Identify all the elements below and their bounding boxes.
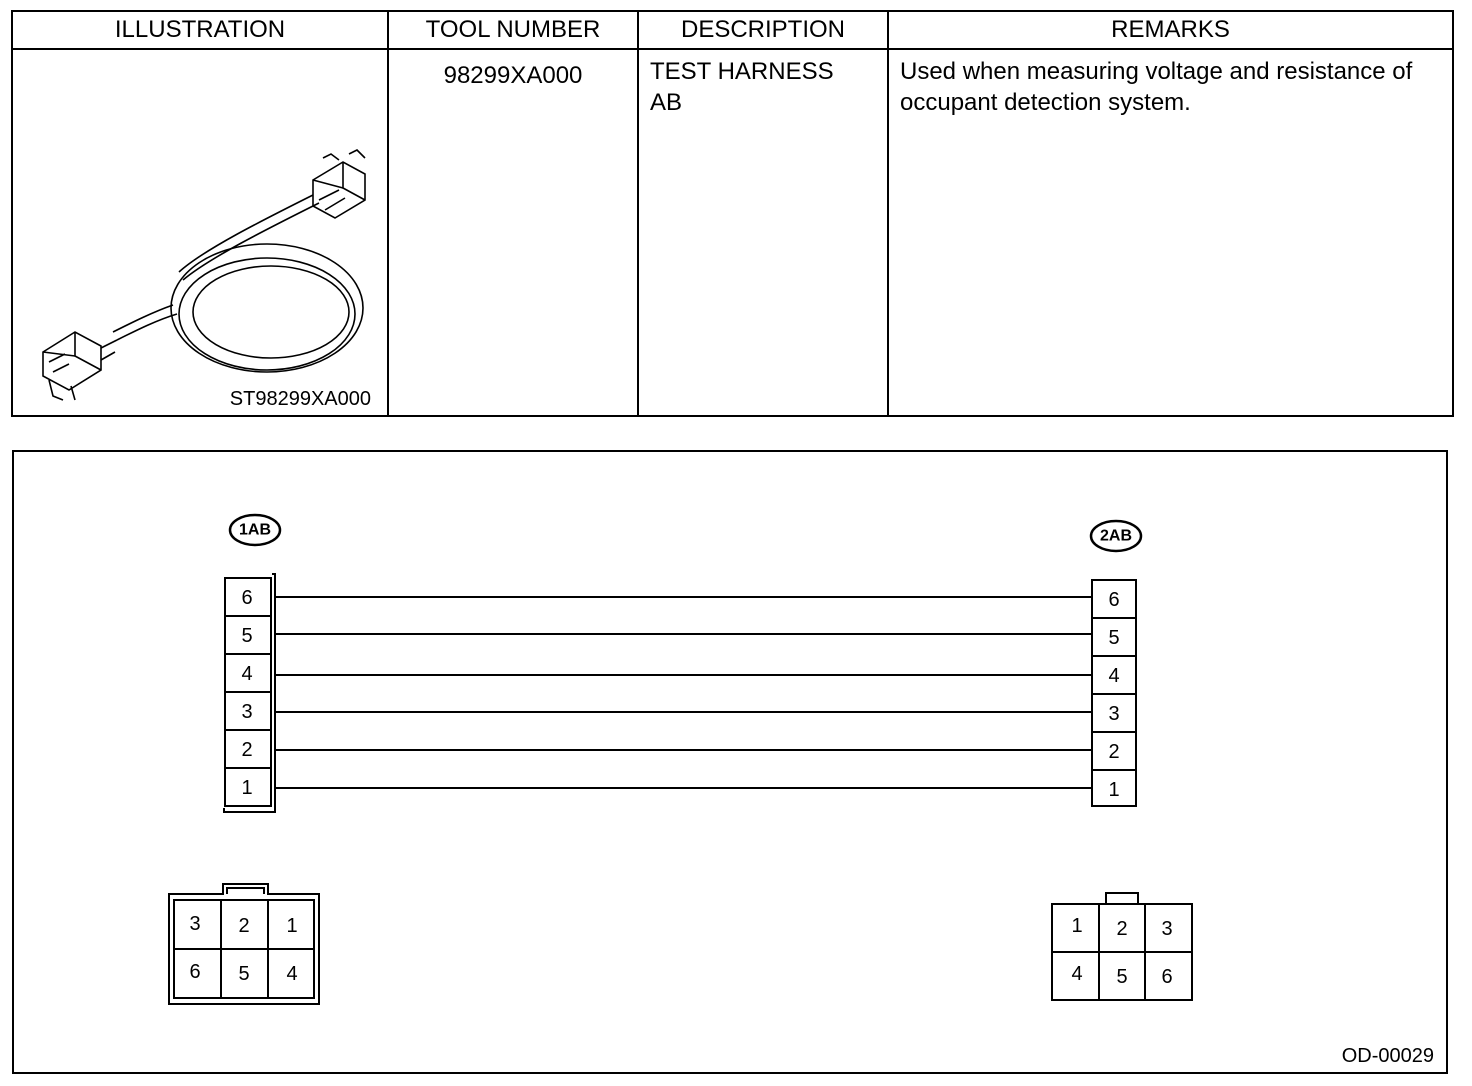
table-header-row [12,11,1453,49]
connector-2ab-badge [1091,521,1141,551]
header-remarks: REMARKS [888,11,1453,49]
wiring-diagram [12,450,1448,1074]
left-pin-label: 5 [241,625,253,647]
right-face-pin: 4 [1071,963,1083,985]
table-row [12,49,1453,416]
left-face-pin: 5 [238,963,250,985]
right-pin-label: 6 [1108,589,1120,611]
right-face-pin: 6 [1161,966,1173,988]
header-tool-number: TOOL NUMBER [388,11,638,49]
left-pin-label: 1 [241,777,253,799]
connector-2ab-badge-label: 2AB [1099,527,1133,545]
left-pin-label: 3 [241,701,253,723]
tool-number: 98299XA000 [443,62,583,89]
right-face-pin: 5 [1116,966,1128,988]
illustration-cell [12,49,388,416]
right-pin-label: 2 [1108,741,1120,763]
right-face-pin: 1 [1071,915,1083,937]
tool-table [11,10,1454,417]
right-pin-label: 4 [1108,665,1120,687]
figure-code: OD-00029 [1341,1045,1434,1067]
description-cell [638,49,888,416]
description-line-2: AB [650,89,683,116]
left-face-pin: 3 [189,913,201,935]
header-description: DESCRIPTION [638,11,888,49]
tool-number-cell [388,49,638,416]
connector-1ab-badge [230,515,280,545]
left-face-pin: 1 [286,915,298,937]
left-face-pin: 2 [238,915,250,937]
remarks-cell [888,49,1453,416]
left-pin-label: 6 [241,587,253,609]
connector-1ab-badge-label: 1AB [238,521,272,539]
harness-illustration [13,50,389,416]
right-pin-label: 1 [1108,779,1120,801]
left-pin-label: 4 [241,663,253,685]
connector-1ab-face [169,884,319,1004]
right-pin-label: 5 [1108,627,1120,649]
harness-wires [275,597,1092,788]
left-pin-label: 2 [241,739,253,761]
wiring-diagram-svg [14,452,1446,1072]
connector-2ab-pin-stack [1092,580,1136,806]
remarks-text: Used when measuring voltage and resistance of occupant detection system. [900,58,1413,116]
description-line-1: TEST HARNESS [650,58,834,85]
right-pin-label: 3 [1108,703,1120,725]
left-face-pin: 4 [286,963,298,985]
right-face-pin: 2 [1116,918,1128,940]
header-illustration: ILLUSTRATION [12,11,388,49]
right-face-pin: 3 [1161,918,1173,940]
illustration-code: ST98299XA000 [229,388,371,410]
left-face-pin: 6 [189,961,201,983]
